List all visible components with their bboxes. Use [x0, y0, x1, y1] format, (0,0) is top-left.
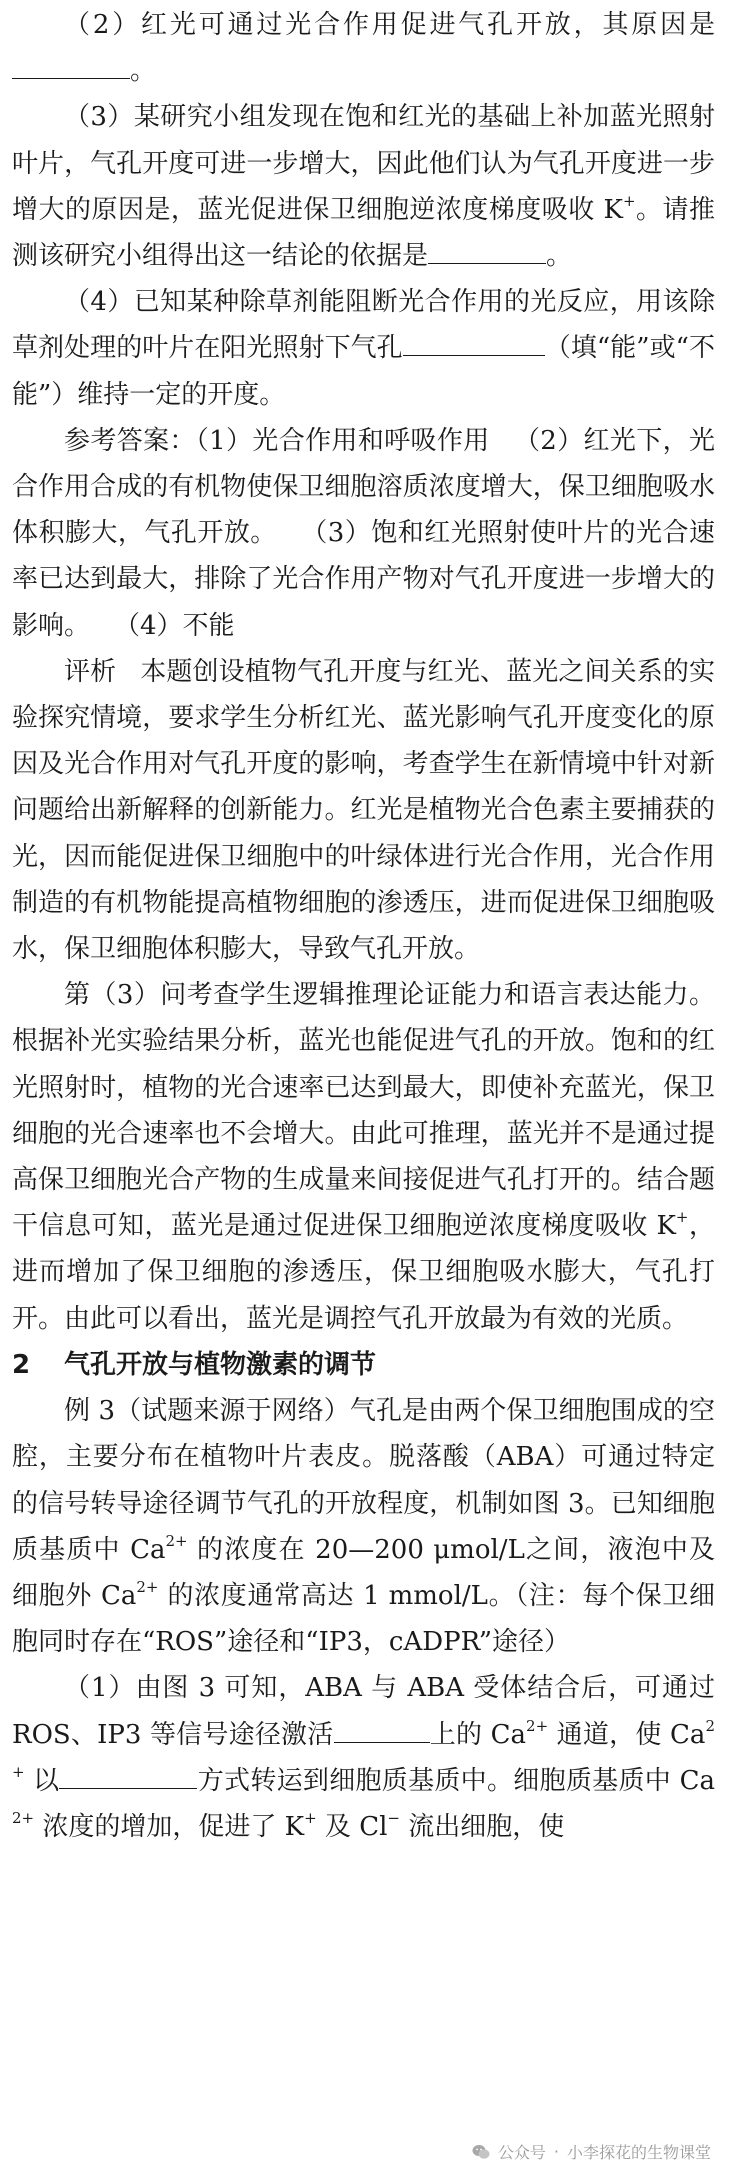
question-4-text: （4）已知某种除草剂能阻断光合作用的光反应，用该除草剂处理的叶片在阳光照射下气孔	[12, 287, 715, 364]
watermark-source: 公众号	[497, 2143, 546, 2162]
question-2-text: （2）红光可通过光合作用促进气孔开放，其原因是	[64, 10, 715, 40]
answer-2: （2）红光下，光合作用合成的有机物使保卫细胞溶质浓度增大，保卫细胞吸水体积膨大，气孔开放。	[12, 425, 715, 549]
question-3	[12, 94, 715, 279]
example-3	[12, 1388, 715, 1665]
example-q1-text-7: 及 Cl	[316, 1811, 388, 1842]
superscript: −	[387, 1808, 400, 1827]
example-q1-text-3: 通道，使 Ca	[548, 1719, 706, 1750]
watermark-account: 小李探花的生物课堂	[566, 2143, 711, 2162]
section-heading	[12, 1342, 715, 1388]
watermark	[472, 2140, 711, 2163]
superscript: 2+	[12, 1808, 35, 1827]
answer-blank-q4	[403, 335, 545, 356]
section-number: 2	[12, 1349, 31, 1380]
example-q1-text-4: 以	[24, 1765, 60, 1796]
reference-answer	[12, 418, 715, 649]
analysis-text-2: 第（3）问考查学生逻辑推理论证能力和语言表达能力。根据补光实验结果分析，蓝光也能促进气孔的开放。饱和的红光照射时，植物的光合速率已达到最大，即使补充蓝光，保卫细胞的光合速率也不会增大。由此可推理，蓝光并不是通过提高保卫细胞光合产物的生成量来间接促进气孔打开的。结合题干信息可知，蓝光是通过促进保卫细胞逆浓度梯度吸收 K	[12, 980, 715, 1242]
superscript: +	[304, 1808, 317, 1827]
example-q1-text: （1）由图 3 可知，ABA 与 ABA 受体结合后，可通过 ROS、IP3 等信号途径激活	[12, 1673, 715, 1750]
analysis-paragraph-2	[12, 972, 715, 1342]
watermark-separator: ·	[553, 2142, 559, 2161]
example-q1-text-2: 上的 Ca	[429, 1719, 527, 1750]
question-3-text-2: 。请推测该研究小组得出这一结论的依据是	[12, 194, 715, 272]
question-2-end: 。	[130, 56, 157, 87]
answer-1: （1）光合作用和呼吸作用	[195, 425, 490, 456]
example-q1-text-5: 方式转运到细胞质基质中。细胞质基质中 Ca	[197, 1765, 715, 1796]
superscript: 2+	[12, 1716, 715, 1781]
example-q1-text-6: 浓度的增加，促进了 K	[34, 1811, 305, 1842]
question-3-text: （3）某研究小组发现在饱和红光的基础上补加蓝光照射叶片，气孔开度可进一步增大，因此他们认为气孔开度进一步增大的原因是，蓝光促进保卫细胞逆浓度梯度吸收 K	[12, 102, 715, 225]
question-3-end: 。	[546, 241, 573, 272]
question-4	[12, 279, 715, 418]
answer-blank-ex-1	[334, 1722, 430, 1743]
question-4-end: （填“能”或“不能”）维持一定的开度。	[12, 333, 715, 410]
analysis-text-1: 本题创设植物气孔开度与红光、蓝光之间关系的实验探究情境，要求学生分析红光、蓝光影响气孔开度变化的原因及光合作用对气孔开度的影响，考查学生在新情境中针对新问题给出新解释的创新能力。红光是植物光合色素主要捕获的光，因而能促进保卫细胞中的叶绿体进行光合作用，光合作用制造的有机物能提高植物细胞的渗透压，进而促进保卫细胞吸水，保卫细胞体积膨大，导致气孔开放。	[12, 656, 715, 965]
analysis-text-2-end: ，进而增加了保卫细胞的渗透压，保卫细胞吸水膨大，气孔打开。由此可以看出，蓝光是调控气孔开放最为有效的光质。	[12, 1211, 715, 1334]
example-text-2: 的浓度在 20—200 μmol/L之间，液泡中及细胞外 Ca	[12, 1534, 715, 1611]
wechat-icon	[472, 2144, 490, 2160]
example-text: 例 3（试题来源于网络）气孔是由两个保卫细胞围成的空腔，主要分布在植物叶片表皮。脱落酸（ABA）可通过特定的信号转导途径调节气孔的开放程度，机制如图 3。已知细胞质基质中 Ca	[12, 1396, 715, 1565]
superscript: +	[622, 191, 636, 210]
answer-blank-q3	[428, 243, 546, 264]
analysis-paragraph-1	[12, 649, 715, 972]
example-3-question-1	[12, 1665, 715, 1850]
answer-4: （4）不能	[114, 610, 235, 641]
section-title: 气孔开放与植物激素的调节	[64, 1349, 377, 1380]
answer-label: 参考答案：	[64, 425, 196, 456]
superscript: 2+	[136, 1577, 159, 1596]
example-q1-text-8: 流出细胞，使	[400, 1811, 565, 1842]
example-text-3: 的浓度通常高达 1 mmol/L。（注：每个保卫细胞同时存在“ROS”途径和“IP3，cADPR”途径）	[12, 1580, 715, 1658]
answer-blank-q2	[12, 58, 130, 79]
superscript: +	[675, 1208, 689, 1227]
answer-3: （3）饱和红光照射使叶片的光合速率已达到最大，排除了光合作用产物对气孔开度进一步增大的影响。	[12, 518, 715, 641]
question-2	[12, 2, 715, 94]
superscript: 2+	[165, 1531, 188, 1550]
answer-blank-ex-2	[59, 1768, 197, 1789]
analysis-label: 评析	[64, 656, 117, 687]
superscript: 2+	[526, 1716, 549, 1735]
